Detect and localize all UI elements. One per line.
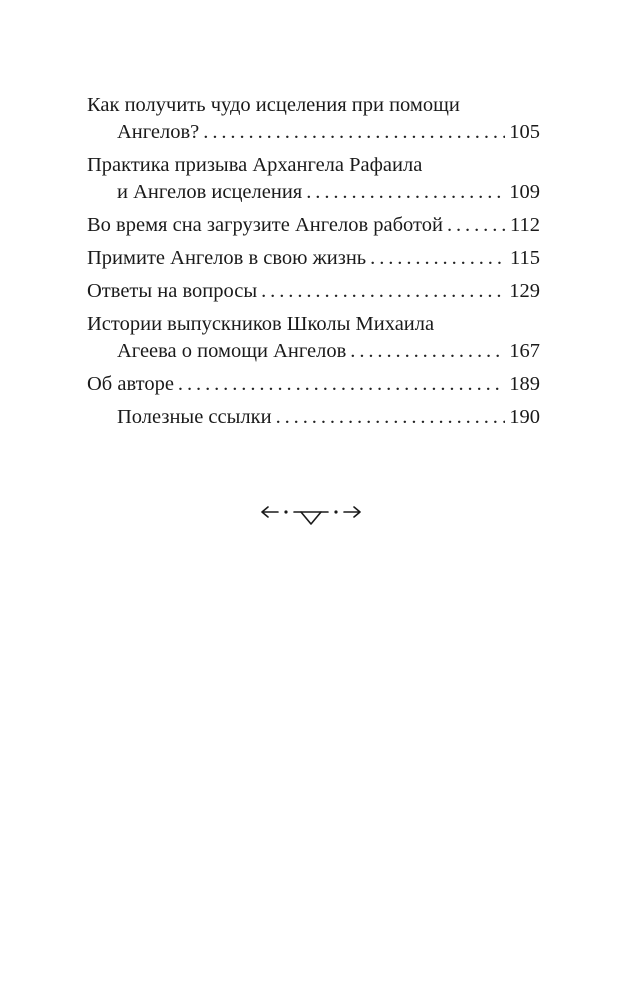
toc-entry-title: Агеева о помощи Ангелов <box>117 340 347 362</box>
toc-entry-title: Практика призыва Архангела Рафаила <box>87 154 423 176</box>
page-number: 112 <box>510 214 540 236</box>
toc-entry-title: Как получить чудо исцеления при помощи <box>87 94 460 116</box>
toc-entry-title: Примите Ангелов в свою жизнь <box>87 247 367 269</box>
toc-entry[interactable] <box>87 278 540 305</box>
page-number: 115 <box>510 247 540 269</box>
dot-leader <box>306 179 505 206</box>
toc-entry[interactable] <box>87 245 540 272</box>
dot-leader <box>447 212 506 239</box>
toc-entry-title: и Ангелов исцеления <box>117 181 303 203</box>
dot-leader <box>370 245 506 272</box>
dot-leader <box>203 119 505 146</box>
page-number: 105 <box>509 121 540 143</box>
dot-leader <box>350 338 505 365</box>
dot-leader <box>178 371 505 398</box>
arrow-triangle-divider-icon <box>258 503 364 529</box>
toc-entry-title: Истории выпускников Школы Михаила <box>87 313 435 335</box>
dot-leader <box>276 404 506 431</box>
toc-entry[interactable] <box>87 152 540 206</box>
toc-entry[interactable] <box>87 212 540 239</box>
page-number: 129 <box>509 280 540 302</box>
toc-entry-title: Ангелов? <box>117 121 200 143</box>
toc-entry-title: Полезные ссылки <box>117 406 272 428</box>
toc-entry[interactable] <box>87 311 540 365</box>
page-number: 189 <box>509 373 540 395</box>
page-number: 167 <box>509 340 540 362</box>
toc-entry-title: Об авторе <box>87 373 174 395</box>
dot-leader <box>261 278 505 305</box>
toc-entry[interactable] <box>87 92 540 146</box>
table-of-contents <box>87 92 540 437</box>
page-number: 109 <box>509 181 540 203</box>
page-number: 190 <box>509 406 540 428</box>
toc-entry-title: Ответы на вопросы <box>87 280 258 302</box>
toc-entry[interactable] <box>87 371 540 398</box>
toc-entry-title: Во время сна загрузите Ангелов работой <box>87 214 443 236</box>
toc-entry[interactable] <box>87 404 540 431</box>
